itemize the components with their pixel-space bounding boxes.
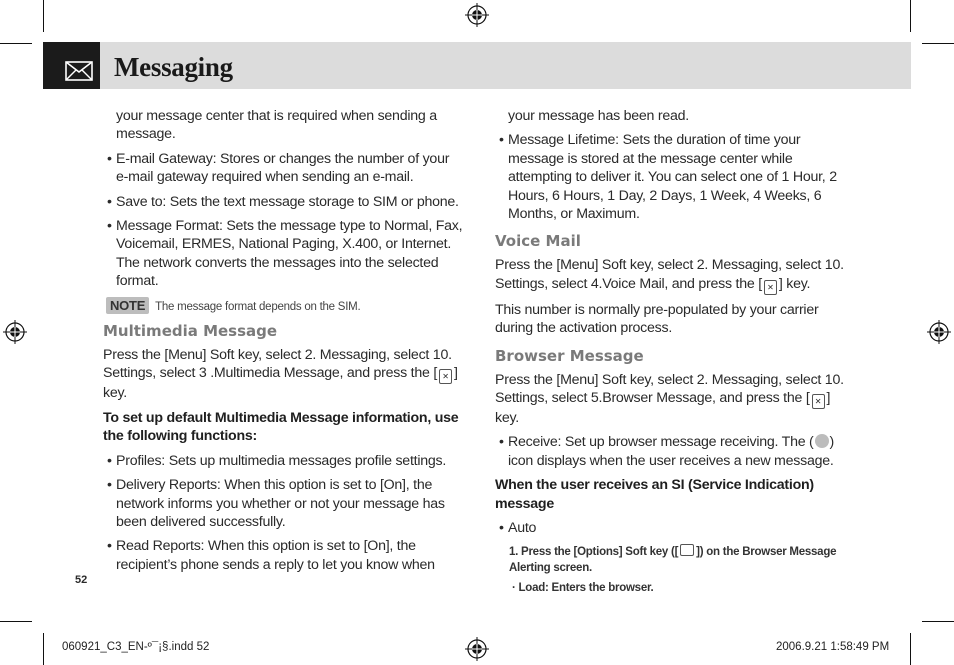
envelope-icon — [65, 61, 93, 81]
registration-mark-icon — [465, 637, 489, 661]
page-number: 52 — [75, 574, 88, 586]
multimedia-heading: Multimedia Message — [103, 322, 278, 341]
crop-mark — [0, 621, 32, 622]
crop-mark — [43, 633, 44, 665]
list-item: • Save to: Sets the text message storage to SIM or phone. — [107, 193, 459, 210]
list-item: • Profiles: Sets up multimedia messages profile settings. — [107, 452, 447, 469]
list-item: • Read Reports: When this option is set to [On], the recipient’s phone sends a reply to let you know when — [107, 538, 435, 573]
crop-mark — [922, 43, 954, 44]
ok-key-icon: ✕ — [764, 280, 777, 295]
registration-mark-icon — [465, 3, 489, 27]
continued-text: your message center that is required when sending a message. — [116, 108, 437, 143]
left-column — [103, 107, 463, 574]
list-item: • Delivery Reports: When this option is set to [On], the network informs you whether or not your message has been delivered successfully. — [107, 477, 445, 530]
crop-mark — [910, 633, 911, 665]
registration-mark-icon — [3, 320, 27, 344]
multimedia-paragraph: Press the [Menu] Soft key, select 2. Messaging, select 10. Settings, select 3 .Multimedia Message, and press the [ ✕ ] key. — [103, 347, 458, 402]
crop-mark — [922, 621, 954, 622]
browser-paragraph: Press the [Menu] Soft key, select 2. Messaging, select 10. Settings, select 5.Browser Message, and press the [ ✕ ] key. — [495, 371, 844, 427]
crop-mark — [0, 43, 32, 44]
header-icon-box — [43, 42, 100, 89]
list-item: • Message Format: Sets the message type to Normal, Fax, Voicemail, ERMES, National Paging, X.400, or Internet. The network converts the messages into the selected format. — [107, 218, 463, 290]
step-1: 1. Press the [Options] Soft key ([ ]) on the Browser Message Alerting screen. — [509, 545, 837, 574]
setup-instructions: To set up default Multimedia Message information, use the following functions: — [103, 409, 459, 445]
continued-text: your message has been read. — [508, 108, 689, 124]
note — [103, 297, 463, 316]
list-item: • Receive: Set up browser message receiving. The ( ) icon displays when the user receives a new message. — [499, 434, 835, 469]
browser-message-icon — [815, 434, 829, 448]
list-item: • Auto — [499, 520, 537, 537]
crop-mark — [43, 0, 44, 32]
voicemail-heading: Voice Mail — [495, 232, 581, 251]
load-item: · Load: Enters the browser. — [512, 581, 654, 594]
right-column — [495, 107, 855, 596]
page-title: Messaging — [114, 52, 233, 82]
note-text: The message format depends on the SIM. — [155, 300, 361, 313]
ok-key-icon: ✕ — [812, 394, 825, 409]
registration-mark-icon — [927, 320, 951, 344]
ok-key-icon: ✕ — [439, 369, 452, 384]
voicemail-note: This number is normally pre-populated by your carrier during the activation process. — [495, 301, 819, 337]
browser-heading: Browser Message — [495, 346, 644, 365]
file-slug: 060921_C3_EN-º¯¡§.indd 52 — [62, 641, 210, 653]
crop-mark — [910, 0, 911, 32]
soft-key-icon — [680, 544, 694, 556]
timestamp-slug: 2006.9.21 1:58:49 PM — [776, 641, 890, 653]
voicemail-paragraph: Press the [Menu] Soft key, select 2. Messaging, select 10. Settings, select 4.Voice Mail, and press the [ ✕ ] key. — [495, 256, 855, 294]
list-item: • Message Lifetime: Sets the duration of time your message is stored at the message center while attempting to deliver it. You can select one of 1 Hour, 2 Hours, 6 Hours, 1 Day, 2 Days, 1 Week, 4 Weeks, 6 Months, or Maximum. — [499, 132, 837, 223]
list-item: • E-mail Gateway: Stores or changes the number of your e-mail gateway required when sending an e-mail. — [107, 150, 450, 186]
note-badge: NOTE — [106, 297, 149, 314]
si-instructions: When the user receives an SI (Service Indication) message — [495, 477, 814, 512]
